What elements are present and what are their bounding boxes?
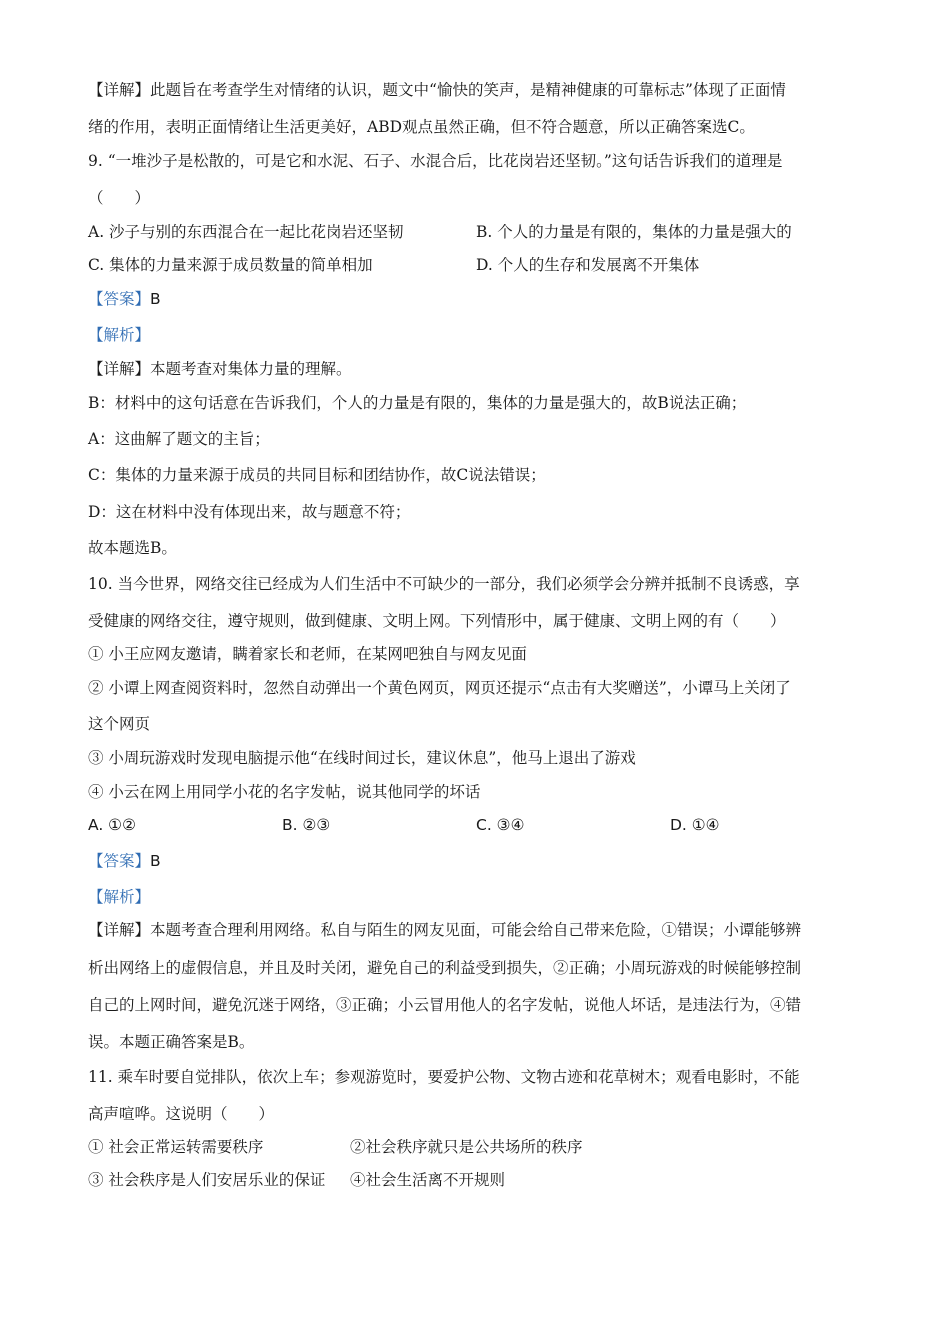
- q10-analysis-tag: 【解析】: [88, 888, 151, 906]
- detail-tag: 【详解】: [88, 81, 151, 99]
- q9-answer: [88, 289, 161, 309]
- q9-stem-paren: （ ）: [88, 189, 151, 207]
- q9-option-c: C. 集体的力量来源于成员数量的简单相加: [88, 256, 373, 274]
- q11-item-2: ②社会秩序就只是公共场所的秩序: [350, 1138, 583, 1156]
- q10-answer: [88, 851, 161, 871]
- q9-option-a: A. 沙子与别的东西混合在一起比花岗岩还坚韧: [88, 223, 404, 241]
- detail-tag: 【详解】: [88, 921, 151, 939]
- q10-detail-line: 析出网络上的虚假信息，并且及时关闭，避免自己的利益受到损失，②正确；小周玩游戏的时候能够控制: [88, 959, 802, 977]
- q9-explanation-a: A：这曲解了题文的主旨；: [88, 430, 270, 448]
- q9-stem: 9. “一堆沙子是松散的，可是它和水泥、石子、水混合后，比花岗岩还坚韧。”这句话告诉我们的道理是: [88, 152, 783, 170]
- detail-tag: 【详解】: [88, 360, 151, 378]
- q8-detail-line: 【详解】此题旨在考查学生对情绪的认识，题文中“愉快的笑声，是精神健康的可靠标志”体现了正面情: [88, 81, 786, 99]
- q11-item-3: ③ 社会秩序是人们安居乐业的保证: [88, 1171, 326, 1189]
- q10-item-3: ③ 小周玩游戏时发现电脑提示他“在线时间过长，建议休息”，他马上退出了游戏: [88, 749, 636, 767]
- q10-detail: 【详解】本题考查合理利用网络。私自与陌生的网友见面，可能会给自己带来危险，①错误；小谭能够辨: [88, 921, 802, 939]
- q9-option-d: D. 个人的生存和发展离不开集体: [476, 256, 700, 274]
- q9-explanation-c: C：集体的力量来源于成员的共同目标和团结协作，故C说法错误；: [88, 466, 546, 484]
- q9-conclusion: 故本题选B。: [88, 539, 177, 557]
- q11-item-4: ④社会生活离不开规则: [350, 1171, 506, 1189]
- q10-stem: 10. 当今世界，网络交往已经成为人们生活中不可缺少的一部分，我们必须学会分辨并抵制不良诱惑，享: [88, 575, 800, 593]
- q10-option-d: D. ①④: [670, 816, 720, 834]
- q10-option-a: A. ①②: [88, 816, 136, 834]
- q8-detail-line: 绪的作用，表明正面情绪让生活更美好，ABD观点虽然正确，但不符合题意，所以正确答案选C。: [88, 118, 755, 136]
- q9-option-b: B. 个人的力量是有限的，集体的力量是强大的: [476, 223, 792, 241]
- q10-option-c: C. ③④: [476, 816, 525, 834]
- q9-analysis-tag: 【解析】: [88, 326, 151, 344]
- q10-detail-line: 误。本题正确答案是B。: [88, 1033, 255, 1051]
- answer-tag: 【答案】: [88, 290, 151, 308]
- answer-tag: 【答案】: [88, 852, 151, 870]
- q9-explanation-d: D：这在材料中没有体现出来，故与题意不符；: [88, 503, 411, 521]
- q10-option-b: B. ②③: [282, 816, 331, 834]
- q10-item-4: ④ 小云在网上用同学小花的名字发帖，说其他同学的坏话: [88, 783, 481, 801]
- answer-value: B: [150, 290, 161, 308]
- q10-item-2: ② 小谭上网查阅资料时，忽然自动弹出一个黄色网页，网页还提示“点击有大奖赠送”，小谭马上关闭了: [88, 679, 791, 697]
- q9-explanation-b: B：材料中的这句话意在告诉我们，个人的力量是有限的，集体的力量是强大的，故B说法正确；: [88, 394, 747, 412]
- q10-stem: 受健康的网络交往，遵守规则，做到健康、文明上网。下列情形中，属于健康、文明上网的有（ ）: [88, 612, 786, 630]
- q11-stem: 高声喧哗。这说明（ ）: [88, 1105, 275, 1123]
- q10-item-2-cont: 这个网页: [88, 715, 151, 733]
- q9-detail: 【详解】本题考查对集体力量的理解。: [88, 360, 352, 378]
- q11-stem: 11. 乘车时要自觉排队，依次上车；参观游览时，要爱护公物、文物古迹和花草树木；观看电影时，不能: [88, 1068, 800, 1086]
- answer-value: B: [150, 852, 161, 870]
- q11-item-1: ① 社会正常运转需要秩序: [88, 1138, 264, 1156]
- q10-item-1: ① 小王应网友邀请，瞒着家长和老师，在某网吧独自与网友见面: [88, 645, 527, 663]
- q10-detail-line: 自己的上网时间，避免沉迷于网络，③正确；小云冒用他人的名字发帖，说他人坏话，是违法行为，④错: [88, 996, 802, 1014]
